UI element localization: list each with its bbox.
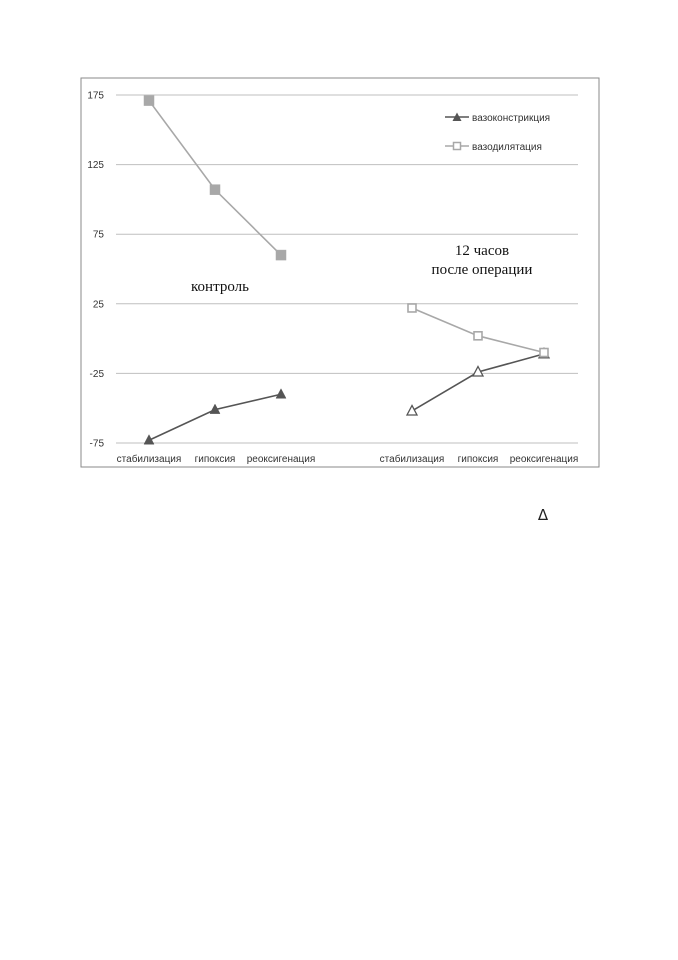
footnote-delta-symbol: Δ — [537, 506, 549, 524]
group-annotation: контроль — [191, 279, 249, 295]
square-point — [474, 332, 482, 340]
x-tick-label: стабилизация — [116, 454, 182, 465]
legend-label-vasodilation: вазодилятация — [472, 142, 542, 153]
square-point — [276, 250, 286, 260]
group-annotation: после операции — [431, 262, 533, 278]
y-tick-label: -25 — [89, 368, 104, 380]
legend-square-marker — [454, 143, 461, 150]
y-tick-label: 125 — [87, 160, 104, 172]
group-annotation: 12 часов — [454, 243, 510, 259]
x-tick-label: реоксигенация — [509, 454, 579, 465]
y-tick-label: -75 — [89, 438, 104, 450]
x-tick-label: гипоксия — [194, 454, 236, 465]
square-point — [144, 96, 154, 106]
legend-label-vasoconstriction: вазоконстрикция — [472, 113, 551, 124]
x-tick-label: стабилизация — [379, 454, 445, 465]
square-point — [408, 304, 416, 312]
x-tick-label: гипоксия — [457, 454, 499, 465]
y-tick-label: 25 — [92, 299, 104, 311]
y-tick-label: 175 — [87, 90, 104, 102]
x-tick-label: реоксигенация — [246, 454, 316, 465]
square-point — [540, 349, 548, 357]
square-point — [210, 185, 220, 195]
y-tick-label: 75 — [92, 229, 104, 241]
